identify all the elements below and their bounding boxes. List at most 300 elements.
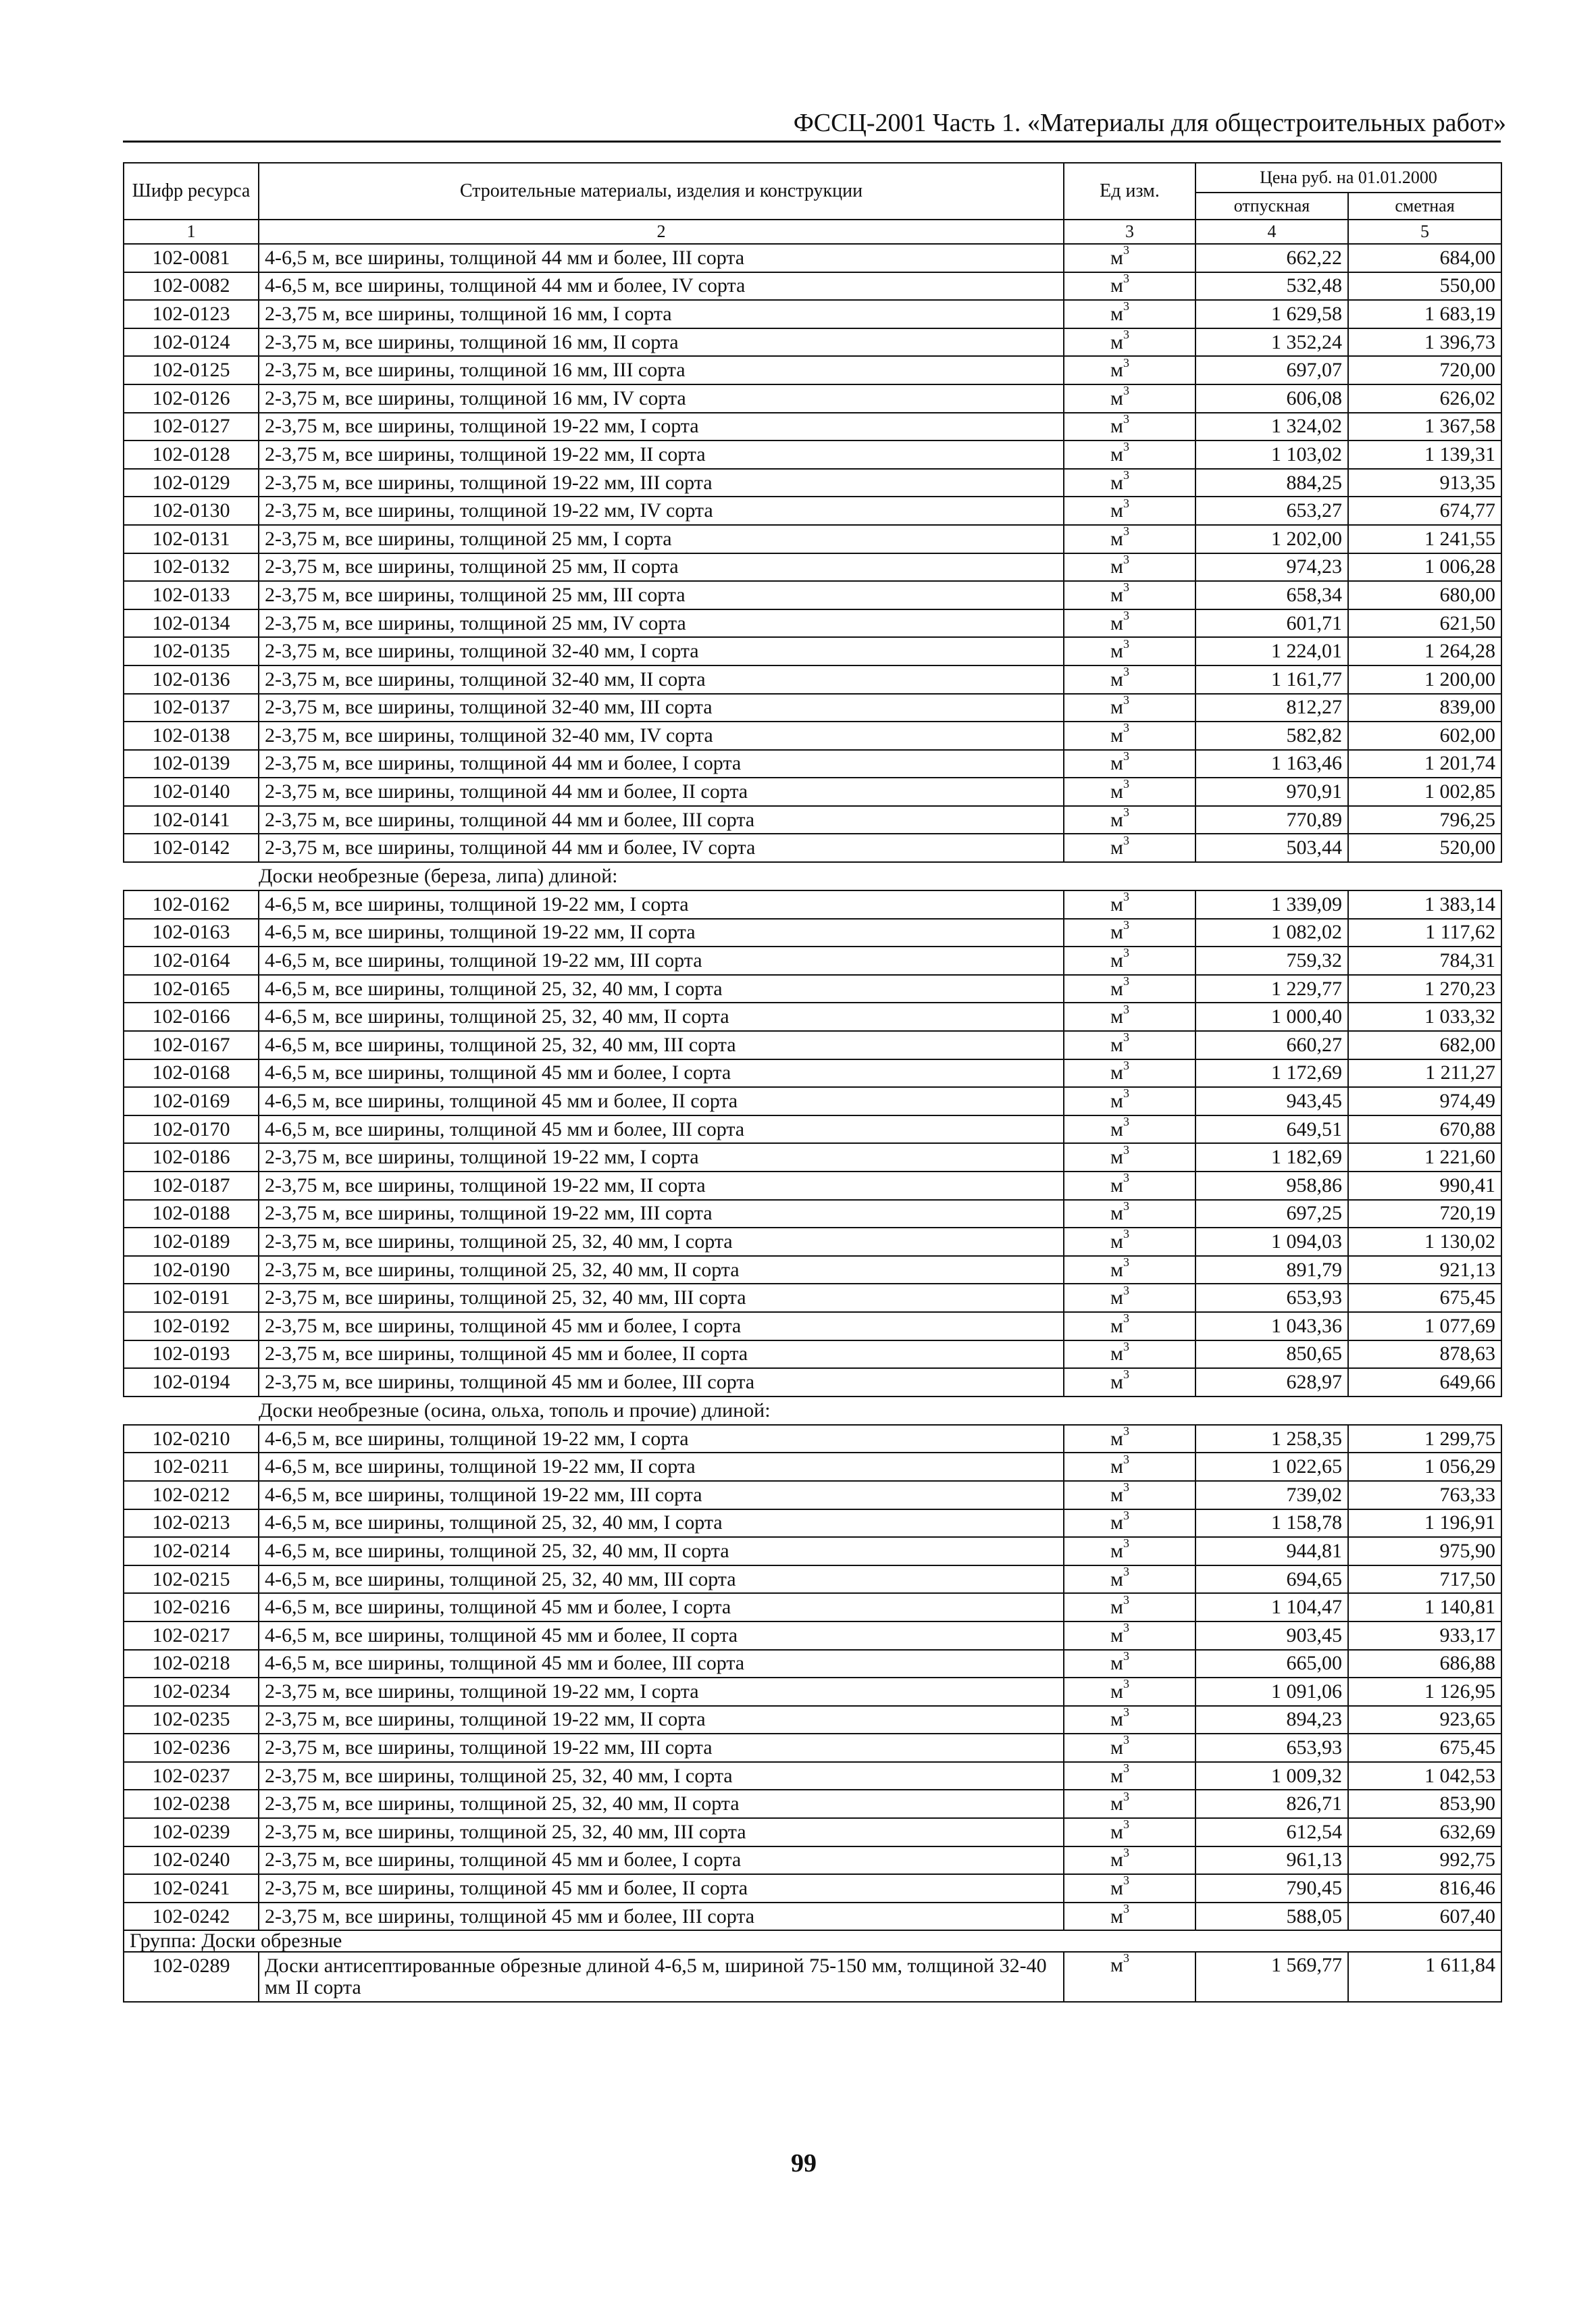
resource-code: 102-0126 — [124, 384, 259, 413]
table-row — [124, 1143, 1501, 1172]
col-number-2: 2 — [259, 220, 1064, 244]
unit-base: м — [1110, 302, 1123, 325]
unit-exponent: 3 — [1123, 1818, 1129, 1832]
unit-exponent: 3 — [1123, 1340, 1129, 1353]
material-name: 4-6,5 м, все ширины, толщиной 19-22 мм, I сорта — [259, 890, 1064, 919]
release-price: 660,27 — [1195, 1031, 1348, 1059]
release-price: 694,65 — [1195, 1565, 1348, 1594]
unit-base: м — [1110, 1342, 1123, 1365]
unit-base: м — [1110, 1483, 1123, 1506]
col-number-1: 1 — [124, 220, 259, 244]
material-name: 2-3,75 м, все ширины, толщиной 32-40 мм, II сорта — [259, 665, 1064, 694]
unit-exponent: 3 — [1123, 834, 1129, 847]
estimate-price: 1 077,69 — [1348, 1312, 1501, 1340]
release-price: 1 224,01 — [1195, 637, 1348, 665]
unit-exponent: 3 — [1123, 1003, 1129, 1016]
material-name: 4-6,5 м, все ширины, толщиной 44 мм и более, IV сорта — [259, 272, 1064, 301]
unit-base: м — [1110, 1455, 1123, 1478]
estimate-price: 1 221,60 — [1348, 1143, 1501, 1172]
resource-code: 102-0134 — [124, 609, 259, 638]
unit-exponent: 3 — [1123, 1228, 1129, 1241]
unit-exponent: 3 — [1123, 974, 1129, 988]
table-row — [124, 975, 1501, 1003]
resource-code: 102-0123 — [124, 300, 259, 328]
resource-code: 102-0127 — [124, 413, 259, 441]
estimate-price: 1 396,73 — [1348, 328, 1501, 357]
resource-code: 102-0082 — [124, 272, 259, 301]
release-price: 894,23 — [1195, 1706, 1348, 1734]
table-row — [124, 890, 1501, 919]
estimate-price: 1 264,28 — [1348, 637, 1501, 665]
unit — [1064, 441, 1195, 469]
estimate-price: 720,00 — [1348, 356, 1501, 384]
group-heading-text: Группа: Доски обрезные — [124, 1930, 1501, 1952]
unit-exponent: 3 — [1123, 468, 1129, 482]
material-name: 2-3,75 м, все ширины, толщиной 19-22 мм, III сорта — [259, 1200, 1064, 1228]
release-price: 606,08 — [1195, 384, 1348, 413]
unit — [1064, 1228, 1195, 1256]
estimate-price: 720,19 — [1348, 1200, 1501, 1228]
unit — [1064, 1903, 1195, 1931]
release-price: 662,22 — [1195, 244, 1348, 272]
unit — [1064, 1256, 1195, 1284]
material-name: 2-3,75 м, все ширины, толщиной 19-22 мм, III сорта — [259, 1734, 1064, 1762]
resource-code: 102-0234 — [124, 1678, 259, 1706]
material-name: 4-6,5 м, все ширины, толщиной 25, 32, 40 мм, II сорта — [259, 1003, 1064, 1031]
estimate-price: 1 140,81 — [1348, 1593, 1501, 1621]
unit — [1064, 1284, 1195, 1312]
table-row — [124, 272, 1501, 301]
col-number-4: 4 — [1195, 220, 1348, 244]
resource-code: 102-0131 — [124, 525, 259, 553]
unit — [1064, 1762, 1195, 1790]
material-name: 2-3,75 м, все ширины, толщиной 25, 32, 40 мм, III сорта — [259, 1284, 1064, 1312]
unit-base: м — [1110, 752, 1123, 775]
col-number-3: 3 — [1064, 220, 1195, 244]
table-row — [124, 581, 1501, 609]
unit-base: м — [1110, 780, 1123, 803]
release-price: 1 104,47 — [1195, 1593, 1348, 1621]
release-price: 1 163,46 — [1195, 750, 1348, 778]
group-heading-row — [124, 1930, 1501, 1952]
table-row — [124, 806, 1501, 834]
unit-exponent: 3 — [1123, 1311, 1129, 1326]
unit-base: м — [1110, 471, 1123, 494]
release-price: 1 229,77 — [1195, 975, 1348, 1003]
material-name: 4-6,5 м, все ширины, толщиной 45 мм и более, I сорта — [259, 1593, 1064, 1621]
unit-base: м — [1110, 949, 1123, 972]
release-price: 1 352,24 — [1195, 328, 1348, 357]
release-price: 958,86 — [1195, 1172, 1348, 1200]
estimate-price: 1 117,62 — [1348, 919, 1501, 947]
estimate-price: 878,63 — [1348, 1340, 1501, 1369]
release-price: 649,51 — [1195, 1115, 1348, 1144]
unit — [1064, 694, 1195, 722]
resource-code: 102-0218 — [124, 1650, 259, 1678]
unit-base: м — [1110, 1905, 1123, 1928]
resource-code: 102-0129 — [124, 469, 259, 497]
unit-exponent: 3 — [1123, 1115, 1129, 1129]
table-row — [124, 609, 1501, 638]
estimate-price: 1 042,53 — [1348, 1762, 1501, 1790]
unit-exponent: 3 — [1123, 272, 1129, 285]
unit-base: м — [1110, 836, 1123, 859]
unit-base: м — [1110, 1202, 1123, 1225]
unit — [1064, 1172, 1195, 1200]
unit-exponent: 3 — [1123, 1284, 1129, 1297]
estimate-price: 621,50 — [1348, 609, 1501, 638]
price-table — [123, 162, 1502, 2003]
unit-exponent: 3 — [1123, 1480, 1129, 1494]
release-price: 653,27 — [1195, 497, 1348, 525]
unit — [1064, 1115, 1195, 1144]
release-price: 970,91 — [1195, 778, 1348, 806]
col-header-price: Цена руб. на 01.01.2000 — [1195, 163, 1501, 193]
release-price: 582,82 — [1195, 722, 1348, 750]
material-name: 4-6,5 м, все ширины, толщиной 25, 32, 40 мм, I сорта — [259, 1509, 1064, 1538]
subheading-row — [124, 862, 1501, 890]
table-row — [124, 1256, 1501, 1284]
unit — [1064, 553, 1195, 582]
release-price: 759,32 — [1195, 947, 1348, 975]
table-row — [124, 665, 1501, 694]
table-row — [124, 1874, 1501, 1903]
unit-exponent: 3 — [1123, 1565, 1129, 1578]
unit-exponent: 3 — [1123, 722, 1129, 735]
release-price: 588,05 — [1195, 1903, 1348, 1931]
unit — [1064, 834, 1195, 862]
release-price: 1 172,69 — [1195, 1059, 1348, 1088]
release-price: 653,93 — [1195, 1284, 1348, 1312]
unit-exponent: 3 — [1123, 1368, 1129, 1382]
release-price: 1 082,02 — [1195, 919, 1348, 947]
table-row — [124, 469, 1501, 497]
release-price: 653,93 — [1195, 1734, 1348, 1762]
table-row — [124, 441, 1501, 469]
material-name: 2-3,75 м, все ширины, толщиной 25, 32, 40 мм, III сорта — [259, 1818, 1064, 1846]
unit — [1064, 1593, 1195, 1621]
unit — [1064, 1087, 1195, 1115]
unit-exponent: 3 — [1123, 947, 1129, 960]
table-row — [124, 1903, 1501, 1931]
material-name: 4-6,5 м, все ширины, толщиной 19-22 мм, I сорта — [259, 1425, 1064, 1453]
unit-base: м — [1110, 1005, 1123, 1028]
estimate-price: 602,00 — [1348, 722, 1501, 750]
release-price: 974,23 — [1195, 553, 1348, 582]
material-name: 4-6,5 м, все ширины, толщиной 45 мм и более, II сорта — [259, 1621, 1064, 1650]
release-price: 1 182,69 — [1195, 1143, 1348, 1172]
table-body — [124, 244, 1501, 2002]
unit — [1064, 1031, 1195, 1059]
estimate-price: 1 200,00 — [1348, 665, 1501, 694]
unit-exponent: 3 — [1123, 1734, 1129, 1747]
release-price: 1 009,32 — [1195, 1762, 1348, 1790]
col-header-unit: Ед изм. — [1064, 163, 1195, 220]
unit-base: м — [1110, 1596, 1123, 1619]
estimate-price: 674,77 — [1348, 497, 1501, 525]
unit-base: м — [1110, 1174, 1123, 1197]
release-price: 1 022,65 — [1195, 1453, 1348, 1481]
unit-base: м — [1110, 555, 1123, 578]
resource-code: 102-0236 — [124, 1734, 259, 1762]
unit-exponent: 3 — [1123, 1509, 1129, 1522]
material-name: 2-3,75 м, все ширины, толщиной 32-40 мм, I сорта — [259, 637, 1064, 665]
resource-code: 102-0190 — [124, 1256, 259, 1284]
unit-base: м — [1110, 1230, 1123, 1253]
release-price: 612,54 — [1195, 1818, 1348, 1846]
unit-base: м — [1110, 921, 1123, 944]
unit-exponent: 3 — [1123, 441, 1129, 454]
resource-code: 102-0211 — [124, 1453, 259, 1481]
unit-base: м — [1110, 977, 1123, 1000]
estimate-price: 626,02 — [1348, 384, 1501, 413]
unit-exponent: 3 — [1123, 637, 1129, 651]
table-row — [124, 413, 1501, 441]
header-rule — [123, 141, 1501, 143]
unit-exponent: 3 — [1123, 1649, 1129, 1663]
unit — [1064, 1706, 1195, 1734]
resource-code: 102-0187 — [124, 1172, 259, 1200]
estimate-price: 1 383,14 — [1348, 890, 1501, 919]
material-name: 2-3,75 м, все ширины, толщиной 19-22 мм, I сорта — [259, 1678, 1064, 1706]
table-row — [124, 750, 1501, 778]
unit-base: м — [1110, 1146, 1123, 1169]
resource-code: 102-0125 — [124, 356, 259, 384]
resource-code: 102-0217 — [124, 1621, 259, 1650]
release-price: 1 569,77 — [1195, 1952, 1348, 2002]
material-name: 2-3,75 м, все ширины, толщиной 32-40 мм, IV сорта — [259, 722, 1064, 750]
unit — [1064, 637, 1195, 665]
unit-base: м — [1110, 808, 1123, 831]
unit-base: м — [1110, 274, 1123, 297]
unit — [1064, 1818, 1195, 1846]
estimate-price: 1 126,95 — [1348, 1678, 1501, 1706]
table-row — [124, 834, 1501, 862]
resource-code: 102-0215 — [124, 1565, 259, 1594]
material-name: 2-3,75 м, все ширины, толщиной 25, 32, 40 мм, II сорта — [259, 1790, 1064, 1818]
table-row — [124, 356, 1501, 384]
resource-code: 102-0132 — [124, 553, 259, 582]
material-name: 4-6,5 м, все ширины, толщиной 25, 32, 40 мм, II сорта — [259, 1537, 1064, 1565]
material-name: 2-3,75 м, все ширины, толщиной 19-22 мм, I сорта — [259, 413, 1064, 441]
resource-code: 102-0133 — [124, 581, 259, 609]
table-row — [124, 1706, 1501, 1734]
table-row — [124, 1762, 1501, 1790]
table-row — [124, 1846, 1501, 1875]
release-price: 961,13 — [1195, 1846, 1348, 1875]
unit-exponent: 3 — [1123, 693, 1129, 707]
estimate-price: 1 002,85 — [1348, 778, 1501, 806]
material-name: 2-3,75 м, все ширины, толщиной 19-22 мм, II сорта — [259, 1706, 1064, 1734]
unit-base: м — [1110, 696, 1123, 719]
resource-code: 102-0164 — [124, 947, 259, 975]
material-name: 2-3,75 м, все ширины, толщиной 25, 32, 40 мм, I сорта — [259, 1762, 1064, 1790]
estimate-price: 816,46 — [1348, 1874, 1501, 1903]
unit-exponent: 3 — [1123, 524, 1129, 538]
estimate-price: 684,00 — [1348, 244, 1501, 272]
unit-exponent: 3 — [1123, 581, 1129, 595]
resource-code: 102-0191 — [124, 1284, 259, 1312]
table-row — [124, 1425, 1501, 1453]
estimate-price: 913,35 — [1348, 469, 1501, 497]
table-row — [124, 1509, 1501, 1538]
estimate-price: 1 299,75 — [1348, 1425, 1501, 1453]
unit — [1064, 1846, 1195, 1875]
unit-base: м — [1110, 330, 1123, 353]
material-name: 2-3,75 м, все ширины, толщиной 19-22 мм, II сорта — [259, 1172, 1064, 1200]
estimate-price: 1 201,74 — [1348, 750, 1501, 778]
unit — [1064, 300, 1195, 328]
col-header-estimate: сметная — [1348, 193, 1501, 220]
resource-code: 102-0192 — [124, 1312, 259, 1340]
unit-base: м — [1110, 1652, 1123, 1675]
table-row — [124, 1284, 1501, 1312]
unit-exponent: 3 — [1123, 1846, 1129, 1859]
table-row — [124, 525, 1501, 553]
release-price: 1 629,58 — [1195, 300, 1348, 328]
unit — [1064, 1312, 1195, 1340]
table-row — [124, 1650, 1501, 1678]
table-row — [124, 1059, 1501, 1088]
estimate-price: 763,33 — [1348, 1481, 1501, 1509]
unit-base: м — [1110, 1427, 1123, 1450]
table-row — [124, 1734, 1501, 1762]
material-name: 4-6,5 м, все ширины, толщиной 45 мм и более, III сорта — [259, 1650, 1064, 1678]
release-price: 884,25 — [1195, 469, 1348, 497]
table-row — [124, 1481, 1501, 1509]
unit — [1064, 1340, 1195, 1369]
unit-exponent: 3 — [1123, 497, 1129, 510]
release-price: 812,27 — [1195, 694, 1348, 722]
release-price: 850,65 — [1195, 1340, 1348, 1369]
material-name: 2-3,75 м, все ширины, толщиной 16 мм, II сорта — [259, 328, 1064, 357]
material-name: 2-3,75 м, все ширины, толщиной 19-22 мм, II сорта — [259, 441, 1064, 469]
material-name: 2-3,75 м, все ширины, толщиной 16 мм, I сорта — [259, 300, 1064, 328]
resource-code: 102-0167 — [124, 1031, 259, 1059]
material-name: 2-3,75 м, все ширины, толщиной 25 мм, I сорта — [259, 525, 1064, 553]
resource-code: 102-0140 — [124, 778, 259, 806]
unit-base: м — [1110, 1954, 1123, 1977]
unit — [1064, 1790, 1195, 1818]
resource-code: 102-0213 — [124, 1509, 259, 1538]
unit — [1064, 1509, 1195, 1538]
estimate-price: 1 241,55 — [1348, 525, 1501, 553]
release-price: 697,07 — [1195, 356, 1348, 384]
resource-code: 102-0214 — [124, 1537, 259, 1565]
material-name: 2-3,75 м, все ширины, толщиной 44 мм и более, I сорта — [259, 750, 1064, 778]
unit — [1064, 1425, 1195, 1453]
unit-exponent: 3 — [1123, 1255, 1129, 1269]
unit-base: м — [1110, 583, 1123, 606]
unit — [1064, 919, 1195, 947]
release-price: 532,48 — [1195, 272, 1348, 301]
release-price: 903,45 — [1195, 1621, 1348, 1650]
unit — [1064, 328, 1195, 357]
release-price: 1 158,78 — [1195, 1509, 1348, 1538]
resource-code: 102-0169 — [124, 1087, 259, 1115]
table-row — [124, 553, 1501, 582]
material-name: 2-3,75 м, все ширины, толщиной 19-22 мм, I сорта — [259, 1143, 1064, 1172]
estimate-price: 1 611,84 — [1348, 1952, 1501, 2002]
estimate-price: 1 033,32 — [1348, 1003, 1501, 1031]
estimate-price: 839,00 — [1348, 694, 1501, 722]
unit-exponent: 3 — [1123, 1537, 1129, 1551]
unit-base: м — [1110, 640, 1123, 663]
estimate-price: 933,17 — [1348, 1621, 1501, 1650]
unit — [1064, 750, 1195, 778]
unit — [1064, 778, 1195, 806]
release-price: 944,81 — [1195, 1537, 1348, 1565]
estimate-price: 607,40 — [1348, 1903, 1501, 1931]
unit-exponent: 3 — [1123, 1453, 1129, 1466]
resource-code: 102-0186 — [124, 1143, 259, 1172]
unit — [1064, 356, 1195, 384]
unit-base: м — [1110, 1286, 1123, 1309]
unit-exponent: 3 — [1123, 778, 1129, 791]
estimate-price: 975,90 — [1348, 1537, 1501, 1565]
resource-code: 102-0216 — [124, 1593, 259, 1621]
unit-base: м — [1110, 892, 1123, 915]
estimate-price: 992,75 — [1348, 1846, 1501, 1875]
unit — [1064, 413, 1195, 441]
material-name: 4-6,5 м, все ширины, толщиной 45 мм и более, I сорта — [259, 1059, 1064, 1088]
unit-base: м — [1110, 1314, 1123, 1337]
release-price: 503,44 — [1195, 834, 1348, 862]
unit-exponent: 3 — [1123, 890, 1129, 904]
col-header-release: отпускная — [1195, 193, 1348, 220]
unit-exponent: 3 — [1123, 1199, 1129, 1213]
unit — [1064, 1200, 1195, 1228]
resource-code: 102-0166 — [124, 1003, 259, 1031]
unit-base: м — [1110, 1848, 1123, 1871]
resource-code: 102-0137 — [124, 694, 259, 722]
release-price: 790,45 — [1195, 1874, 1348, 1903]
resource-code: 102-0165 — [124, 975, 259, 1003]
table-row — [124, 1790, 1501, 1818]
resource-code: 102-0237 — [124, 1762, 259, 1790]
unit — [1064, 244, 1195, 272]
resource-code: 102-0194 — [124, 1368, 259, 1397]
unit-base: м — [1110, 499, 1123, 522]
material-name: 4-6,5 м, все ширины, толщиной 45 мм и более, III сорта — [259, 1115, 1064, 1144]
table-row — [124, 1537, 1501, 1565]
unit-base: м — [1110, 1061, 1123, 1084]
resource-code: 102-0242 — [124, 1903, 259, 1931]
resource-code: 102-0081 — [124, 244, 259, 272]
unit-base: м — [1110, 359, 1123, 382]
estimate-price: 784,31 — [1348, 947, 1501, 975]
unit — [1064, 1874, 1195, 1903]
release-price: 1 324,02 — [1195, 413, 1348, 441]
unit-base: м — [1110, 1117, 1123, 1140]
unit-exponent: 3 — [1123, 1678, 1129, 1691]
unit-exponent: 3 — [1123, 356, 1129, 370]
table-row — [124, 1228, 1501, 1256]
unit — [1064, 1565, 1195, 1594]
resource-code: 102-0238 — [124, 1790, 259, 1818]
table-row — [124, 1593, 1501, 1621]
unit-base: м — [1110, 1708, 1123, 1731]
unit-exponent: 3 — [1123, 300, 1129, 313]
table-row — [124, 1368, 1501, 1397]
unit-base: м — [1110, 1370, 1123, 1393]
unit — [1064, 272, 1195, 301]
release-price: 665,00 — [1195, 1650, 1348, 1678]
table-row — [124, 1031, 1501, 1059]
unit — [1064, 806, 1195, 834]
unit-exponent: 3 — [1123, 1059, 1129, 1072]
table-row — [124, 778, 1501, 806]
